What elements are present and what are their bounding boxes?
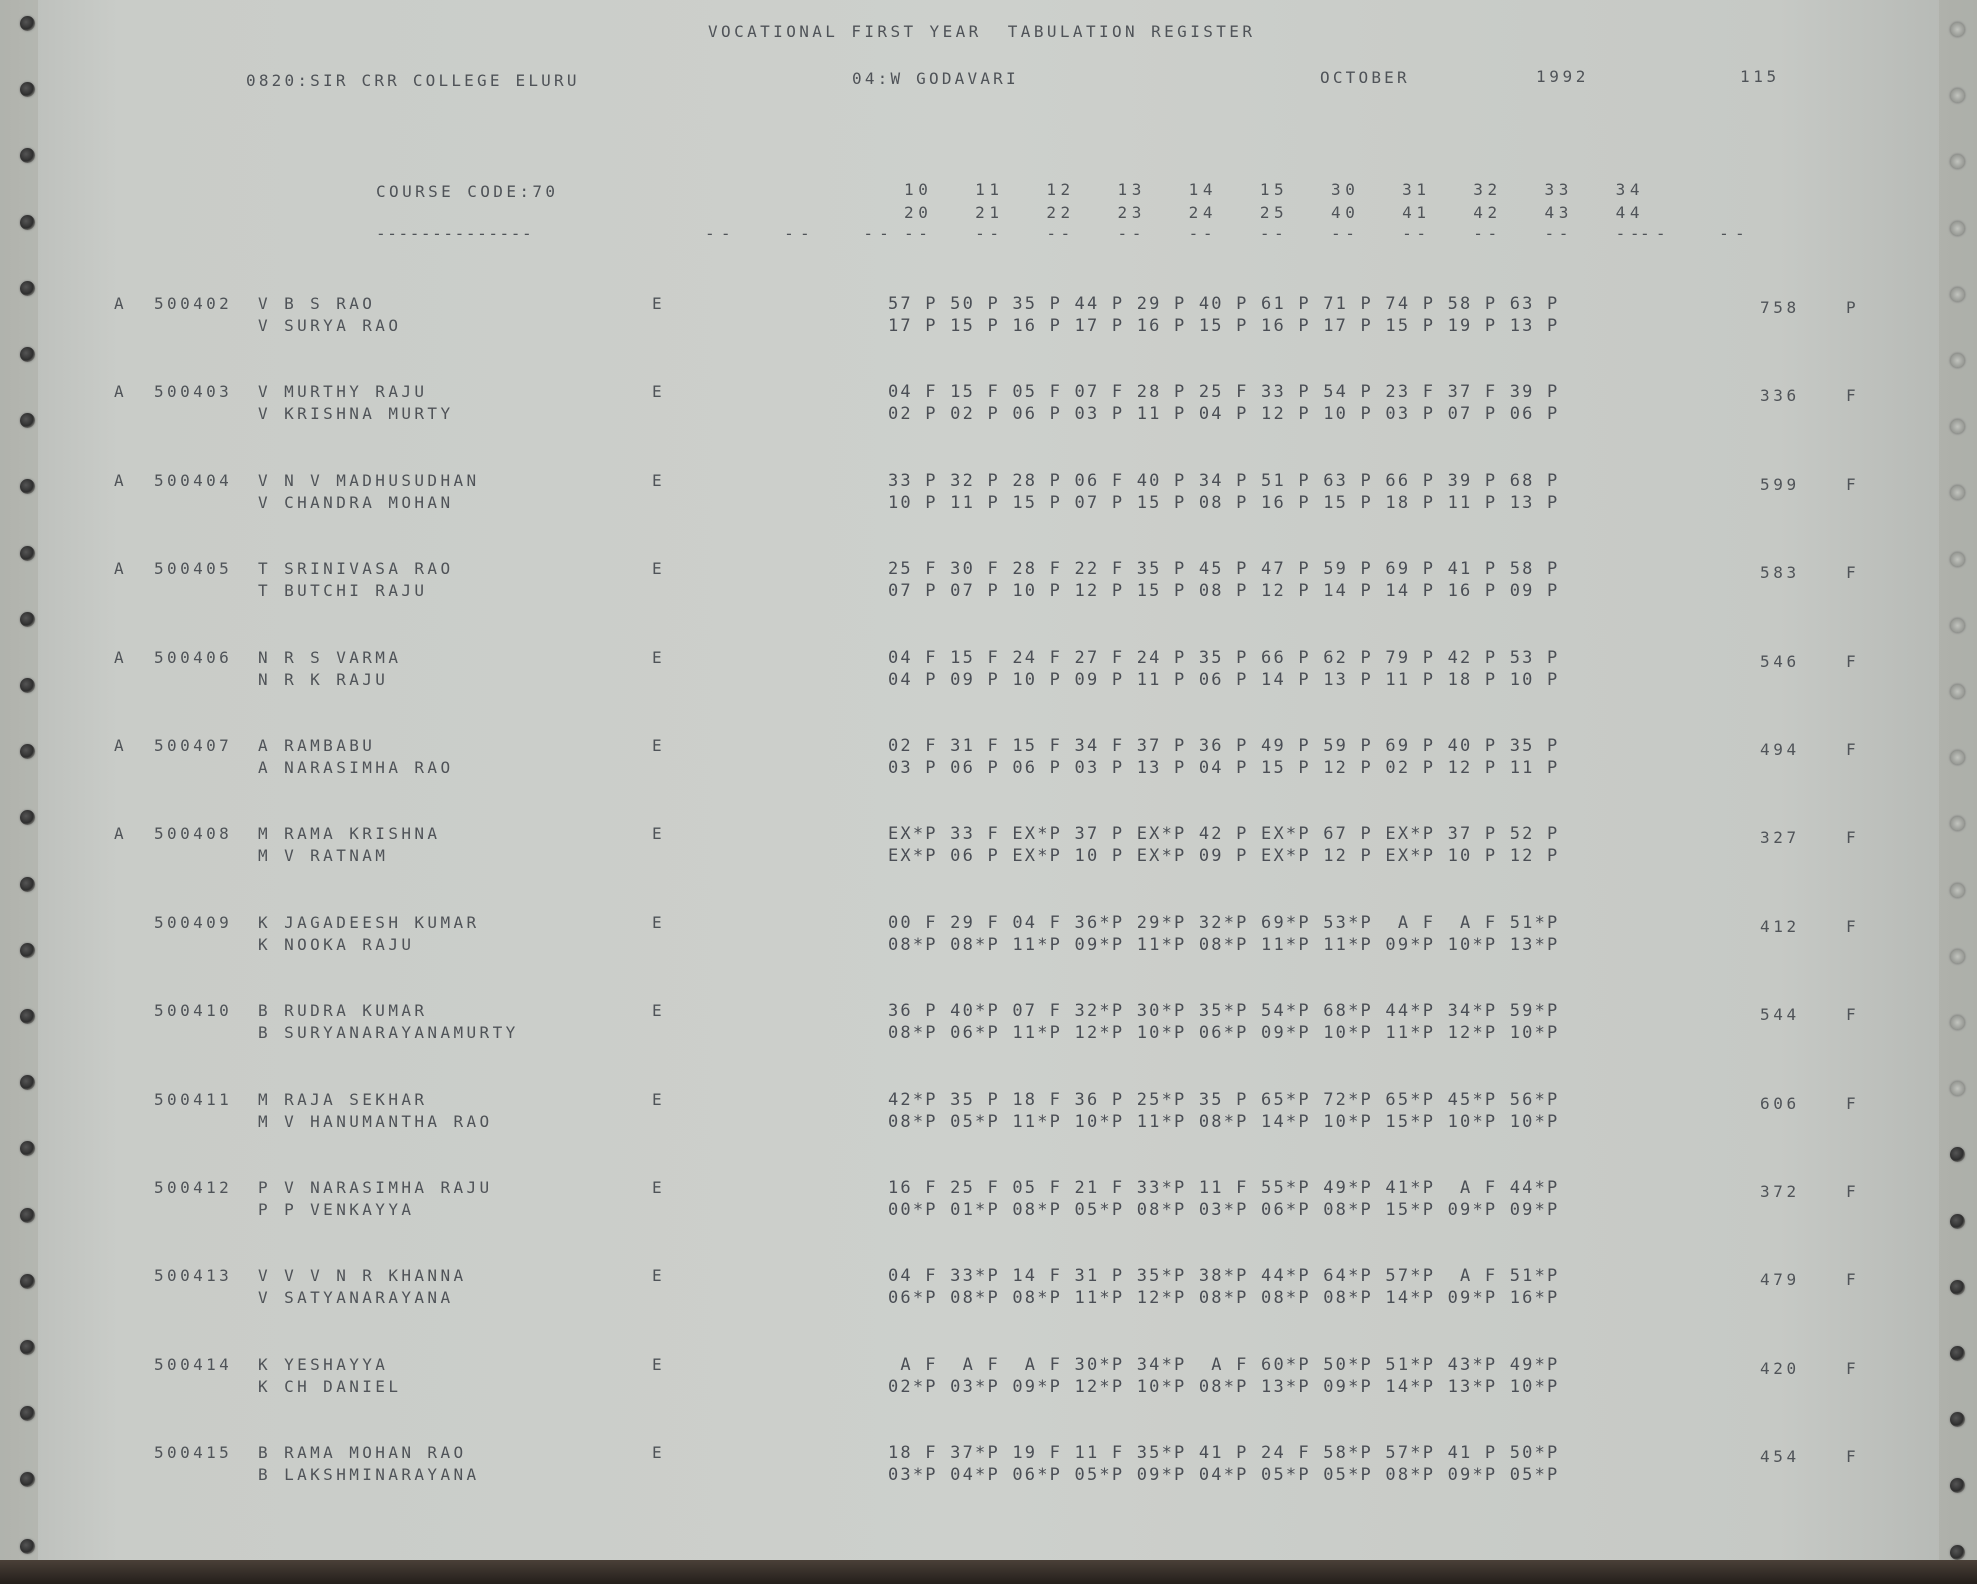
marks-row2: 04 P 09 P 10 P 09 P 11 P 06 P 14 P 13 P 11 P 18 P 10 P: [888, 669, 1560, 690]
result: F: [1846, 1182, 1860, 1201]
parent-name: M V HANUMANTHA RAO: [258, 1111, 493, 1131]
marks-row1: 33 P 32 P 28 P 06 F 40 P 34 P 51 P 63 P 66 P 39 P 68 P: [888, 470, 1560, 491]
exam-month: OCTOBER: [1320, 68, 1410, 87]
course-code-underline: --------------: [376, 224, 534, 243]
parent-name: K CH DANIEL: [258, 1376, 402, 1396]
marks-row2: 08*P 05*P 11*P 10*P 11*P 08*P 14*P 10*P 15*P 10*P 10*P: [888, 1111, 1560, 1132]
sprocket-hole-icon: [20, 1208, 35, 1223]
medium: E: [652, 736, 666, 755]
result: F: [1846, 651, 1860, 671]
sprocket-hole-icon: [1950, 618, 1965, 633]
medium: E: [652, 1178, 666, 1197]
sprocket-hole-icon: [1950, 1545, 1965, 1560]
result: F: [1846, 386, 1860, 406]
flag: A: [114, 470, 128, 490]
total-marks: 544: [1760, 1005, 1800, 1025]
medium: E: [652, 824, 666, 844]
marks-row2: 02*P 03*P 09*P 12*P 10*P 08*P 13*P 09*P 14*P 13*P 10*P: [888, 1376, 1560, 1397]
student-name: P V NARASIMHA RAJU: [258, 1178, 493, 1197]
district-name: 04:W GODAVARI: [852, 69, 1019, 88]
flag: A: [114, 736, 128, 755]
marks-row2: 08*P 06*P 11*P 12*P 10*P 06*P 09*P 10*P 11*P 12*P 10*P: [888, 1023, 1560, 1044]
marks-row2: 03*P 04*P 06*P 05*P 09*P 04*P 05*P 05*P 08*P 09*P 05*P: [888, 1465, 1560, 1486]
result: F: [1846, 1005, 1860, 1025]
medium: E: [652, 1266, 666, 1286]
medium: E: [652, 470, 666, 490]
sprocket-hole-icon: [20, 1340, 35, 1355]
roll-number: 500405: [154, 559, 233, 579]
result: P: [1846, 298, 1860, 317]
student-name: V N V MADHUSUDHAN: [258, 470, 480, 490]
flag: A: [114, 294, 128, 313]
roll-number: 500402: [154, 294, 233, 313]
result: F: [1846, 916, 1860, 936]
flag: A: [114, 647, 128, 667]
roll-number: 500409: [154, 912, 233, 932]
medium: E: [652, 1001, 666, 1021]
result: F: [1846, 563, 1860, 583]
total-marks: 583: [1760, 563, 1800, 583]
student-name: M RAMA KRISHNA: [258, 824, 441, 844]
marks-row1: A F A F A F 30*P 34*P A F 60*P 50*P 51*P 43*P 49*P: [888, 1354, 1560, 1375]
register-title: VOCATIONAL FIRST YEAR TABULATION REGISTER: [708, 22, 1256, 41]
medium: E: [652, 1354, 666, 1374]
result: F: [1846, 1447, 1860, 1467]
parent-name: A NARASIMHA RAO: [258, 758, 454, 777]
total-marks: 479: [1760, 1270, 1800, 1290]
sprocket-hole-icon: [20, 215, 35, 230]
total-marks: 372: [1760, 1182, 1800, 1201]
marks-row1: 25 F 30 F 28 F 22 F 35 P 45 P 47 P 59 P 69 P 41 P 58 P: [888, 559, 1560, 580]
marks-row1: 18 F 37*P 19 F 11 F 35*P 41 P 24 F 58*P 57*P 41 P 50*P: [888, 1443, 1560, 1464]
student-name: B RAMA MOHAN RAO: [258, 1443, 467, 1463]
total-marks: 546: [1760, 651, 1800, 671]
medium: E: [652, 559, 666, 579]
sprocket-hole-icon: [20, 678, 35, 693]
roll-number: 500407: [154, 736, 233, 755]
marks-row1: 36 P 40*P 07 F 32*P 30*P 35*P 54*P 68*P 44*P 34*P 59*P: [888, 1001, 1560, 1022]
subject-codes-row1: 10 11 12 13 14 15 30 31 32 33 34: [904, 180, 1645, 199]
marks-row2: 00*P 01*P 08*P 05*P 08*P 03*P 06*P 08*P 15*P 09*P 09*P: [888, 1200, 1560, 1220]
medium: E: [652, 294, 666, 313]
sprocket-hole-icon: [20, 943, 35, 958]
result: F: [1846, 1358, 1860, 1378]
sprocket-hole-icon: [1950, 221, 1965, 236]
parent-name: V SURYA RAO: [258, 316, 402, 335]
marks-row1: 02 F 31 F 15 F 34 F 37 P 36 P 49 P 59 P 69 P 40 P 35 P: [888, 736, 1560, 756]
sprocket-hole-icon: [1950, 684, 1965, 699]
student-name: N R S VARMA: [258, 647, 402, 667]
parent-name: B LAKSHMINARAYANA: [258, 1465, 480, 1485]
parent-name: M V RATNAM: [258, 846, 389, 866]
sprocket-hole-icon: [1950, 1280, 1965, 1295]
roll-number: 500408: [154, 824, 233, 844]
marks-row2: 03 P 06 P 06 P 03 P 13 P 04 P 15 P 12 P 02 P 12 P 11 P: [888, 758, 1560, 778]
parent-name: T BUTCHI RAJU: [258, 581, 428, 601]
roll-number: 500413: [154, 1266, 233, 1286]
flag: A: [114, 382, 128, 402]
marks-row2: 08*P 08*P 11*P 09*P 11*P 08*P 11*P 11*P 09*P 10*P 13*P: [888, 934, 1560, 955]
column-dashes-right: -- --: [1640, 224, 1751, 243]
medium: E: [652, 1443, 666, 1463]
parent-name: K NOOKA RAJU: [258, 934, 415, 954]
sprocket-hole-icon: [1950, 353, 1965, 368]
sprocket-hole-icon: [1950, 1346, 1965, 1361]
sprocket-hole-icon: [20, 546, 35, 561]
student-name: T SRINIVASA RAO: [258, 559, 454, 579]
marks-row2: 02 P 02 P 06 P 03 P 11 P 04 P 12 P 10 P 03 P 07 P 06 P: [888, 404, 1560, 425]
marks-row1: 16 F 25 F 05 F 21 F 33*P 11 F 55*P 49*P 41*P A F 44*P: [888, 1178, 1560, 1198]
total-marks: 420: [1760, 1358, 1800, 1378]
course-code-label: COURSE CODE:70: [376, 182, 559, 201]
marks-row2: 17 P 15 P 16 P 17 P 16 P 15 P 16 P 17 P 15 P 19 P 13 P: [888, 316, 1560, 336]
column-dashes-main: -- -- -- -- -- -- -- -- -- -- --: [904, 224, 1645, 243]
page-number: 115: [1740, 67, 1780, 86]
result: F: [1846, 740, 1860, 759]
roll-number: 500404: [154, 470, 233, 490]
roll-number: 500410: [154, 1001, 233, 1021]
medium: E: [652, 647, 666, 667]
medium: E: [652, 912, 666, 932]
roll-number: 500411: [154, 1089, 233, 1109]
marks-row1: 04 F 33*P 14 F 31 P 35*P 38*P 44*P 64*P 57*P A F 51*P: [888, 1266, 1560, 1287]
exam-year: 1992: [1536, 67, 1589, 86]
total-marks: 336: [1760, 386, 1800, 406]
parent-name: P P VENKAYYA: [258, 1200, 415, 1219]
marks-row1: 57 P 50 P 35 P 44 P 29 P 40 P 61 P 71 P 74 P 58 P 63 P: [888, 294, 1560, 314]
sprocket-hole-icon: [20, 612, 35, 627]
roll-number: 500406: [154, 647, 233, 667]
parent-name: V KRISHNA MURTY: [258, 404, 454, 424]
parent-name: V CHANDRA MOHAN: [258, 492, 454, 512]
flag: A: [114, 559, 128, 579]
sprocket-hole-icon: [1950, 1015, 1965, 1030]
marks-row1: 00 F 29 F 04 F 36*P 29*P 32*P 69*P 53*P A F A F 51*P: [888, 912, 1560, 933]
sprocket-hole-icon: [1950, 949, 1965, 964]
medium: E: [652, 382, 666, 402]
college-name: 0820:SIR CRR COLLEGE ELURU: [246, 71, 580, 90]
column-dashes-left: -- -- --: [705, 224, 895, 243]
student-name: M RAJA SEKHAR: [258, 1089, 428, 1109]
marks-row2: 06*P 08*P 08*P 11*P 12*P 08*P 08*P 08*P 14*P 09*P 16*P: [888, 1288, 1560, 1309]
marks-row1: EX*P 33 F EX*P 37 P EX*P 42 P EX*P 67 P EX*P 37 P 52 P: [888, 824, 1560, 845]
sprocket-hole-icon: [20, 877, 35, 892]
parent-name: B SURYANARAYANAMURTY: [258, 1023, 519, 1043]
total-marks: 327: [1760, 828, 1800, 848]
marks-row2: 10 P 11 P 15 P 07 P 15 P 08 P 16 P 15 P 18 P 11 P 13 P: [888, 492, 1560, 513]
total-marks: 599: [1760, 474, 1800, 494]
sprocket-hole-icon: [20, 1274, 35, 1289]
student-name: K YESHAYYA: [258, 1354, 389, 1374]
roll-number: 500414: [154, 1354, 233, 1374]
student-name: A RAMBABU: [258, 736, 376, 755]
result: F: [1846, 1270, 1860, 1290]
result: F: [1846, 474, 1860, 494]
total-marks: 494: [1760, 740, 1800, 759]
total-marks: 606: [1760, 1093, 1800, 1113]
parent-name: N R K RAJU: [258, 669, 389, 689]
result: F: [1846, 828, 1860, 848]
total-marks: 758: [1760, 298, 1800, 317]
result: F: [1846, 1093, 1860, 1113]
student-name: V V V N R KHANNA: [258, 1266, 467, 1286]
sprocket-hole-icon: [20, 281, 35, 296]
medium: E: [652, 1089, 666, 1109]
student-name: V B S RAO: [258, 294, 376, 313]
student-name: V MURTHY RAJU: [258, 382, 428, 402]
total-marks: 412: [1760, 916, 1800, 936]
sprocket-hole-icon: [1950, 552, 1965, 567]
left-tractor-strip: [0, 0, 38, 1560]
sprocket-hole-icon: [1950, 883, 1965, 898]
sprocket-hole-icon: [1950, 1214, 1965, 1229]
sprocket-hole-icon: [20, 1539, 35, 1554]
table-surface: [0, 1560, 1977, 1584]
flag: A: [114, 824, 128, 844]
sprocket-hole-icon: [20, 347, 35, 362]
student-name: K JAGADEESH KUMAR: [258, 912, 480, 932]
marks-row1: 04 F 15 F 24 F 27 F 24 P 35 P 66 P 62 P 79 P 42 P 53 P: [888, 647, 1560, 668]
marks-row2: EX*P 06 P EX*P 10 P EX*P 09 P EX*P 12 P EX*P 10 P 12 P: [888, 846, 1560, 867]
sprocket-hole-icon: [20, 1009, 35, 1024]
roll-number: 500403: [154, 382, 233, 402]
parent-name: V SATYANARAYANA: [258, 1288, 454, 1308]
roll-number: 500412: [154, 1178, 233, 1197]
subject-codes-row2: 20 21 22 23 24 25 40 41 42 43 44: [904, 203, 1645, 222]
sprocket-hole-icon: [1950, 22, 1965, 37]
student-name: B RUDRA KUMAR: [258, 1001, 428, 1021]
marks-row2: 07 P 07 P 10 P 12 P 15 P 08 P 12 P 14 P 14 P 16 P 09 P: [888, 581, 1560, 602]
total-marks: 454: [1760, 1447, 1800, 1467]
marks-row1: 04 F 15 F 05 F 07 F 28 P 25 F 33 P 54 P 23 F 37 F 39 P: [888, 382, 1560, 403]
sprocket-hole-icon: [1950, 287, 1965, 302]
sprocket-hole-icon: [20, 16, 35, 31]
marks-row1: 42*P 35 P 18 F 36 P 25*P 35 P 65*P 72*P 65*P 45*P 56*P: [888, 1089, 1560, 1110]
roll-number: 500415: [154, 1443, 233, 1463]
